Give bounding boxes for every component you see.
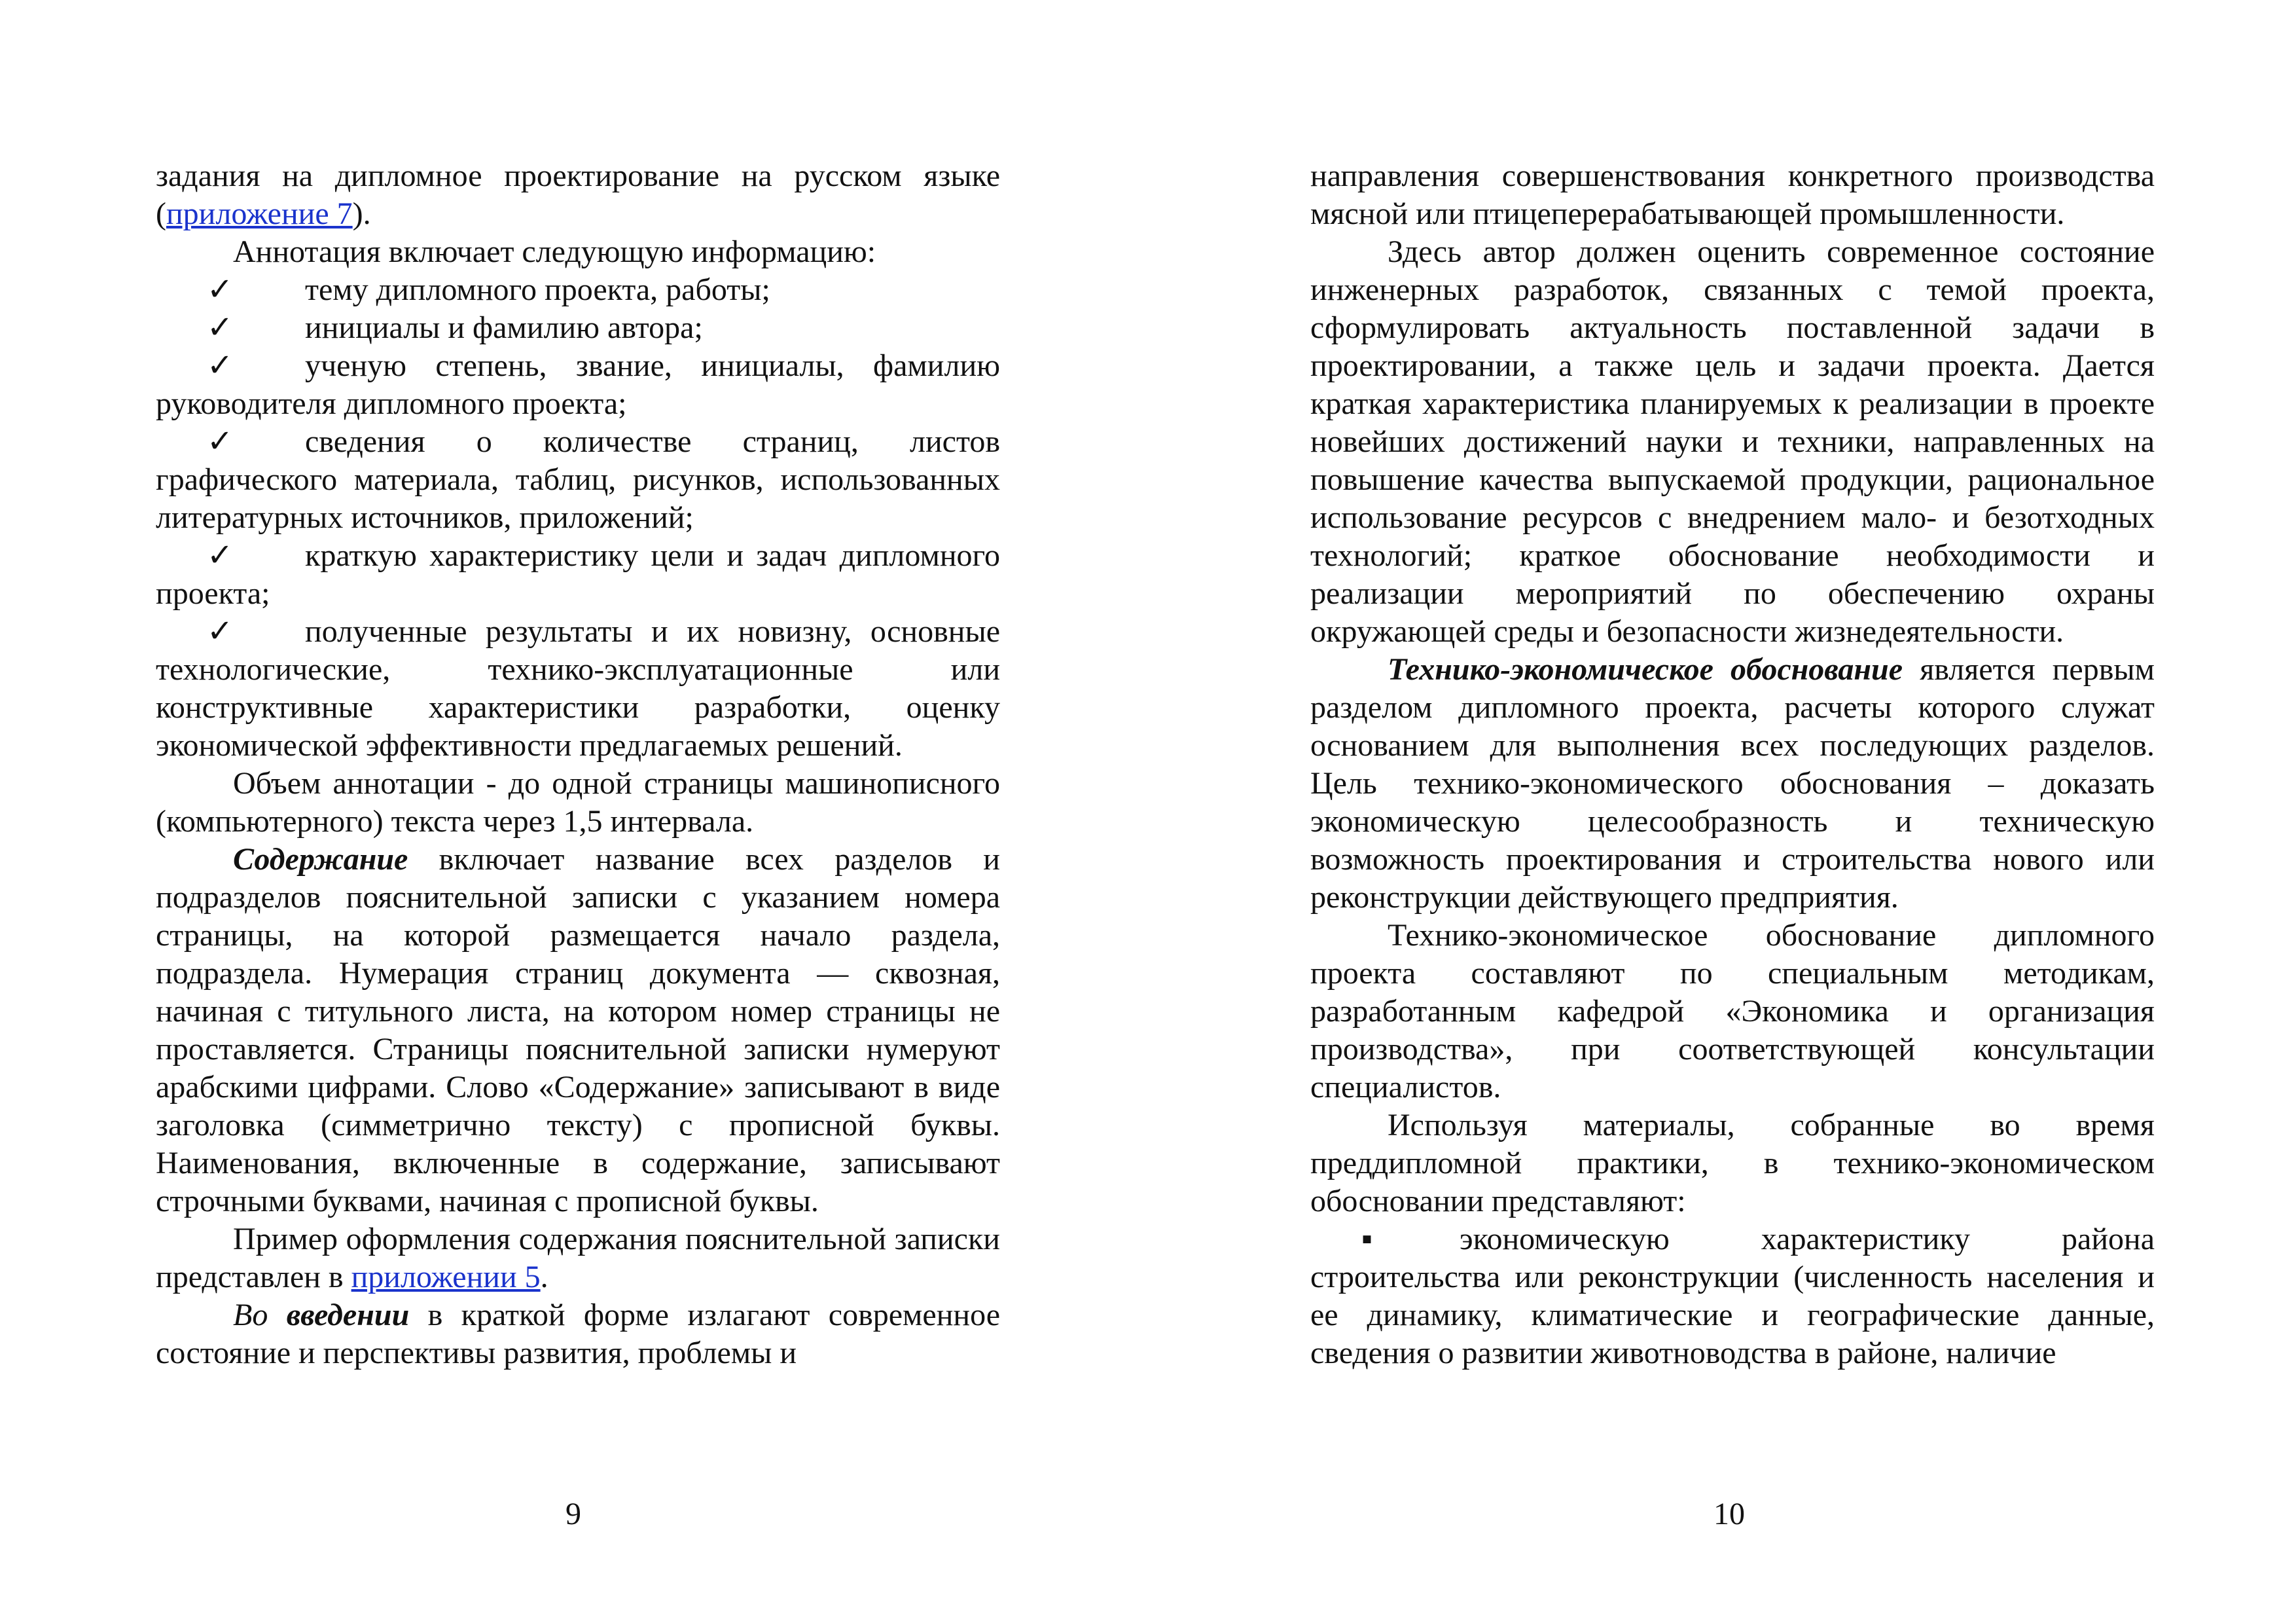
list-item-text: полученные результаты и их новизну, основные технологические, технико-эксплуатационные или конструктивные характеристики разработки, оценку экономической эффективности предлагаемых решений. bbox=[156, 614, 1000, 763]
materials-paragraph: Используя материалы, собранные во время преддипломной практики, в технико-экономическом обосновании представляют: bbox=[1310, 1108, 2155, 1218]
page-number-left: 9 bbox=[565, 1497, 581, 1531]
list-item bbox=[156, 347, 1000, 423]
paragraph-text: задания на дипломное проектирование на русском языке ( bbox=[156, 158, 1000, 231]
list-item bbox=[156, 423, 1000, 537]
list-item-text: инициалы и фамилию автора; bbox=[305, 310, 703, 345]
feasibility-methods-paragraph: Технико-экономическое обоснование дипломного проекта составляют по специальным методикам, разработанным кафедрой «Экономика и организация производства», при соответствующей консультации специалистов. bbox=[1310, 918, 2155, 1104]
list-item bbox=[156, 537, 1000, 613]
list-item-text: краткую характеристику цели и задач дипломного проекта; bbox=[156, 538, 1000, 611]
annotation-volume-paragraph: Объем аннотации - до одной страницы машинописного (компьютерного) текста через 1,5 интервала. bbox=[156, 766, 1000, 839]
paragraph-text: включает название всех разделов и подразделов пояснительной записки с указанием номера страницы, на которой размещается начало раздела, подраздела. Нумерация страниц документа — сквозная, начиная с титульного листа, на котором номер страницы не проставляется. Страницы пояснительной записки нумеруют арабскими цифрами. Слово «Содержание» записывают в виде заголовка (симметрично тексту) с прописной буквы. Наименования, включенные в содержание, записывают строчными буквами, начиная с прописной буквы. bbox=[156, 842, 1000, 1218]
list-item-text: тему дипломного проекта, работы; bbox=[305, 272, 770, 307]
list-item bbox=[156, 271, 1000, 309]
right-page bbox=[1310, 157, 2155, 1372]
checkmark-icon: ✓ bbox=[207, 424, 234, 459]
checkmark-icon: ✓ bbox=[207, 348, 234, 383]
list-item bbox=[156, 613, 1000, 765]
appendix-5-link[interactable]: приложении 5 bbox=[351, 1260, 541, 1294]
list-item-text: сведения о количестве страниц, листов графического материала, таблиц, рисунков, использованных литературных источников, приложений; bbox=[156, 424, 1000, 535]
checkmark-icon: ✓ bbox=[207, 272, 234, 307]
list-item-text: ученую степень, звание, инициалы, фамилию руководителя дипломного проекта; bbox=[156, 348, 1000, 421]
paragraph-text: . bbox=[540, 1260, 548, 1294]
checkmark-icon: ✓ bbox=[207, 614, 234, 649]
square-bullet-icon: ▪ bbox=[1361, 1222, 1373, 1256]
feasibility-paragraph bbox=[1310, 651, 2155, 917]
paragraph-text: Пример оформления содержания пояснительной записки представлен в bbox=[156, 1222, 1000, 1294]
checkmark-icon: ✓ bbox=[207, 310, 234, 345]
introduction-term: введении bbox=[286, 1298, 410, 1332]
list-item bbox=[1310, 1220, 2155, 1372]
contents-example-paragraph bbox=[156, 1220, 1000, 1296]
paragraph-text: Во bbox=[233, 1298, 287, 1332]
annotation-intro: Аннотация включает следующую информацию: bbox=[233, 234, 876, 269]
paragraph-text: ). bbox=[352, 196, 371, 231]
appendix-7-link[interactable]: приложение 7 bbox=[166, 196, 353, 231]
paragraph-intro bbox=[156, 157, 1000, 233]
introduction-paragraph bbox=[156, 1296, 1000, 1372]
paragraph-text: в краткой форме излагают современное состояние и перспективы развития, проблемы и bbox=[156, 1298, 1001, 1370]
author-assessment-paragraph: Здесь автор должен оценить современное состояние инженерных разработок, связанных с темой проекта, сформулировать актуальность поставленной задачи в проектировании, а также цель и задачи проекта. Дается краткая характеристика планируемых к реализации в проекте новейших достижений науки и техники, направленных на повышение качества выпускаемой продукции, рациональное использование ресурсов с внедрением мало- и безотходных технологий; краткое обоснование необходимости и реализации мероприятий по обеспечению охраны окружающей среды и безопасности жизнедеятельности. bbox=[1310, 234, 2155, 649]
checkmark-icon: ✓ bbox=[207, 538, 234, 573]
contents-term: Содержание bbox=[233, 842, 408, 877]
page-number-right: 10 bbox=[1713, 1497, 1745, 1531]
list-item bbox=[156, 309, 1000, 347]
contents-paragraph bbox=[156, 841, 1000, 1220]
continuation-paragraph: направления совершенствования конкретного производства мясной или птицеперерабатывающей промышленности. bbox=[1310, 158, 2155, 231]
paragraph-text: является первым разделом дипломного проекта, расчеты которого служат основанием для выполнения всех последующих разделов. Цель технико-экономического обоснования – доказать экономическую целесообразность и техническую возможность проектирования и строительства нового или реконструкции действующего предприятия. bbox=[1310, 652, 2155, 915]
list-item-text: экономическую характеристику района строительства или реконструкции (численность населения и ее динамику, климатические и географические данные, сведения о развитии животноводства в районе, наличие bbox=[1310, 1222, 2155, 1370]
feasibility-term: Технико-экономическое обоснование bbox=[1388, 652, 1903, 687]
left-page bbox=[156, 157, 1000, 1372]
